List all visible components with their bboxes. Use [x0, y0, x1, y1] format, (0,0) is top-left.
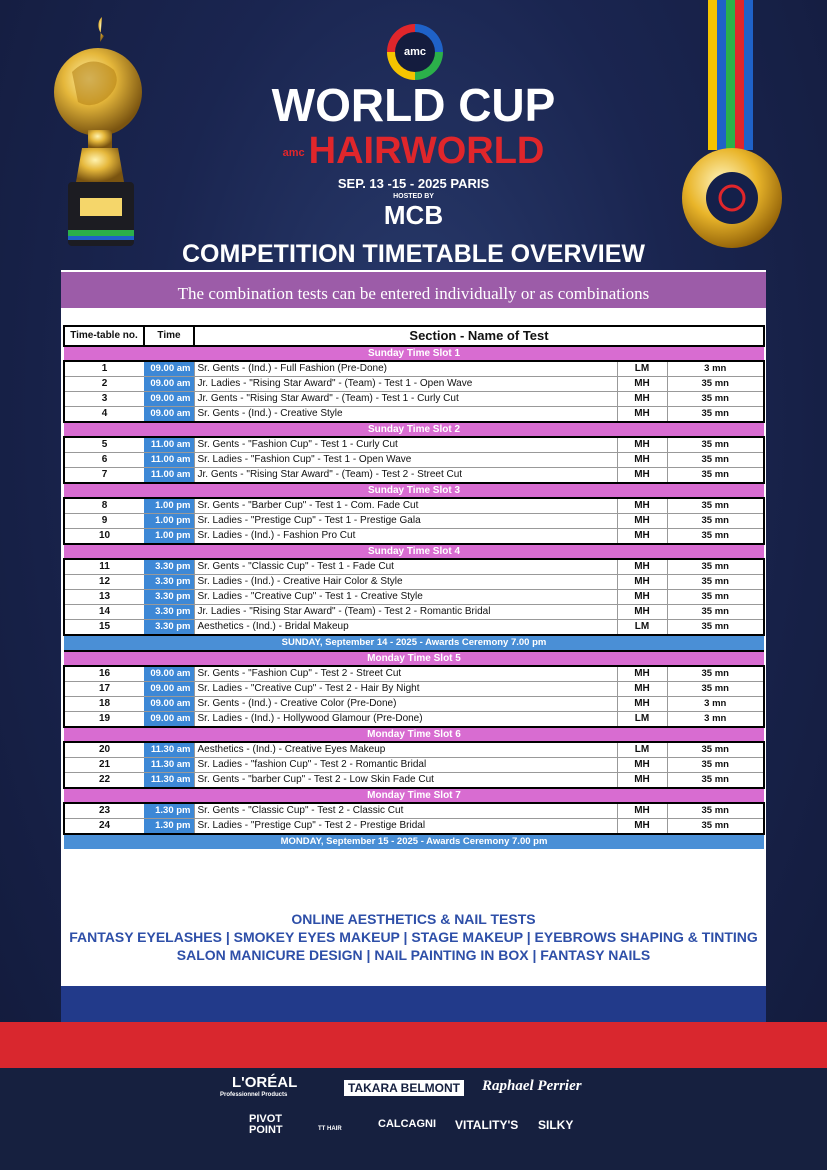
- sponsor-raphael-logo: Raphael Perrier: [482, 1078, 582, 1094]
- cell-level: MH: [617, 758, 667, 773]
- cell-duration: 35 mn: [667, 773, 764, 789]
- cell-number: 22: [64, 773, 144, 789]
- cell-time: 09.00 am: [144, 361, 194, 377]
- cell-time: 1.30 pm: [144, 819, 194, 835]
- cell-test-name: Sr. Gents - "Fashion Cup" - Test 1 - Curly Cut: [194, 437, 617, 453]
- cell-level: MH: [617, 697, 667, 712]
- sponsor-tt-logo: TT HAIR: [318, 1126, 342, 1132]
- table-row: [64, 819, 764, 835]
- table-row: [64, 666, 764, 682]
- hairworld-text: HAIRWORLD: [308, 130, 545, 172]
- time-slot-label: Monday Time Slot 5: [64, 651, 764, 666]
- table-row: [64, 620, 764, 636]
- cell-number: 14: [64, 605, 144, 620]
- cell-level: LM: [617, 712, 667, 728]
- table-row: [64, 392, 764, 407]
- cell-time: 09.00 am: [144, 682, 194, 697]
- cell-time: 09.00 am: [144, 697, 194, 712]
- table-row: [64, 453, 764, 468]
- cell-time: 1.00 pm: [144, 498, 194, 514]
- cell-level: MH: [617, 773, 667, 789]
- cell-duration: 35 mn: [667, 377, 764, 392]
- cell-time: 09.00 am: [144, 377, 194, 392]
- sponsor-silky-logo: SILKY: [538, 1118, 574, 1132]
- cell-test-name: Jr. Gents - "Rising Star Award" - (Team) - Test 1 - Curly Cut: [194, 392, 617, 407]
- sponsor-takara-logo: TAKARA BELMONT: [344, 1080, 464, 1096]
- cell-number: 10: [64, 529, 144, 545]
- cell-level: MH: [617, 498, 667, 514]
- cell-time: 11.30 am: [144, 742, 194, 758]
- table-row: [64, 605, 764, 620]
- cell-test-name: Sr. Gents - "barber Cup" - Test 2 - Low Skin Fade Cut: [194, 773, 617, 789]
- cell-level: MH: [617, 392, 667, 407]
- cell-test-name: Sr. Gents - (Ind.) - Creative Color (Pre-Done): [194, 697, 617, 712]
- table-row: [64, 575, 764, 590]
- event-title-world-cup: WORLD CUP: [271, 79, 556, 131]
- cell-level: MH: [617, 590, 667, 605]
- cell-time: 1.00 pm: [144, 529, 194, 545]
- time-slot-header: [64, 788, 764, 803]
- cell-duration: 35 mn: [667, 666, 764, 682]
- cell-duration: 3 mn: [667, 712, 764, 728]
- cell-test-name: Sr. Ladies - "Prestige Cup" - Test 2 - Prestige Bridal: [194, 819, 617, 835]
- cell-level: MH: [617, 407, 667, 423]
- amc-prefix: amc: [282, 146, 305, 159]
- header-timetable-no: Time-table no.: [64, 326, 144, 346]
- host-logo-mcb: MCB: [383, 200, 444, 230]
- cell-time: 11.30 am: [144, 758, 194, 773]
- page-title: COMPETITION TIMETABLE OVERVIEW: [182, 240, 645, 268]
- cell-number: 19: [64, 712, 144, 728]
- sponsor-calcagni-logo: CALCAGNI: [378, 1118, 437, 1130]
- sponsor-loreal-logo: L'ORÉAL: [232, 1074, 298, 1091]
- table-row: [64, 758, 764, 773]
- cell-time: 3.30 pm: [144, 575, 194, 590]
- cell-duration: 35 mn: [667, 803, 764, 819]
- time-slot-header: [64, 483, 764, 498]
- cell-level: MH: [617, 575, 667, 590]
- cell-duration: 35 mn: [667, 453, 764, 468]
- cell-time: 3.30 pm: [144, 559, 194, 575]
- cell-time: 3.30 pm: [144, 590, 194, 605]
- cell-number: 8: [64, 498, 144, 514]
- cell-duration: 3 mn: [667, 697, 764, 712]
- cell-number: 20: [64, 742, 144, 758]
- cell-level: MH: [617, 559, 667, 575]
- table-row: [64, 377, 764, 392]
- cell-number: 13: [64, 590, 144, 605]
- cell-level: MH: [617, 605, 667, 620]
- cell-test-name: Sr. Ladies - "Creative Cup" - Test 1 - Creative Style: [194, 590, 617, 605]
- cell-test-name: Jr. Ladies - "Rising Star Award" - (Team) - Test 2 - Romantic Bridal: [194, 605, 617, 620]
- table-row: [64, 682, 764, 697]
- cell-test-name: Sr. Ladies - (Ind.) - Hollywood Glamour (Pre-Done): [194, 712, 617, 728]
- cell-duration: 35 mn: [667, 742, 764, 758]
- cell-duration: 35 mn: [667, 392, 764, 407]
- cell-duration: 35 mn: [667, 819, 764, 835]
- amc-badge-logo: [387, 24, 443, 80]
- cell-time: 11.00 am: [144, 453, 194, 468]
- cell-level: MH: [617, 377, 667, 392]
- sponsor-pivot-point-logo: PIVOT POINT: [249, 1113, 283, 1136]
- online-tests-list-1: FANTASY EYELASHES | SMOKEY EYES MAKEUP | STAGE MAKEUP | EYEBROWS SHAPING & TINTING: [69, 929, 758, 945]
- table-row: [64, 361, 764, 377]
- cell-duration: 3 mn: [667, 361, 764, 377]
- cell-time: 1.00 pm: [144, 514, 194, 529]
- time-slot-header: [64, 544, 764, 559]
- online-tests-heading: ONLINE AESTHETICS & NAIL TESTS: [291, 911, 536, 927]
- cell-duration: 35 mn: [667, 468, 764, 484]
- cell-time: 09.00 am: [144, 392, 194, 407]
- combination-note: The combination tests can be entered individually or as combinations: [61, 272, 766, 308]
- cell-level: MH: [617, 437, 667, 453]
- cell-level: LM: [617, 620, 667, 636]
- table-row: [64, 590, 764, 605]
- cell-duration: 35 mn: [667, 498, 764, 514]
- cell-duration: 35 mn: [667, 682, 764, 697]
- cell-level: MH: [617, 682, 667, 697]
- table-row: [64, 468, 764, 484]
- cell-test-name: Sr. Gents - "Classic Cup" - Test 2 - Classic Cut: [194, 803, 617, 819]
- table-row: [64, 697, 764, 712]
- cell-number: 4: [64, 407, 144, 423]
- cell-test-name: Sr. Ladies - (Ind.) - Fashion Pro Cut: [194, 529, 617, 545]
- cell-test-name: Sr. Ladies - (Ind.) - Creative Hair Color & Style: [194, 575, 617, 590]
- event-title-hairworld: [0, 130, 827, 173]
- cell-number: 24: [64, 819, 144, 835]
- cell-test-name: Aesthetics - (Ind.) - Creative Eyes Makeup: [194, 742, 617, 758]
- table-header-row: [64, 326, 764, 346]
- table-row: [64, 803, 764, 819]
- awards-ceremony-row: [64, 635, 764, 651]
- cell-number: 2: [64, 377, 144, 392]
- cell-test-name: Sr. Ladies - "Creative Cup" - Test 2 - Hair By Night: [194, 682, 617, 697]
- cell-number: 6: [64, 453, 144, 468]
- cell-number: 16: [64, 666, 144, 682]
- cell-test-name: Sr. Gents - (Ind.) - Creative Style: [194, 407, 617, 423]
- time-slot-label: Sunday Time Slot 1: [64, 346, 764, 361]
- table-row: [64, 498, 764, 514]
- cell-time: 11.00 am: [144, 437, 194, 453]
- badge-text: amc: [395, 32, 435, 72]
- cell-duration: 35 mn: [667, 605, 764, 620]
- cell-number: 1: [64, 361, 144, 377]
- cell-test-name: Sr. Ladies - "Prestige Cup" - Test 1 - Prestige Gala: [194, 514, 617, 529]
- sponsors-area: [0, 1068, 827, 1170]
- hosted-by-label: HOSTED BY: [393, 193, 434, 200]
- table-row: [64, 529, 764, 545]
- cell-test-name: Sr. Gents - (Ind.) - Full Fashion (Pre-Done): [194, 361, 617, 377]
- cell-time: 09.00 am: [144, 407, 194, 423]
- cell-test-name: Sr. Ladies - "fashion Cup" - Test 2 - Romantic Bridal: [194, 758, 617, 773]
- cell-number: 3: [64, 392, 144, 407]
- time-slot-label: Monday Time Slot 6: [64, 727, 764, 742]
- cell-duration: 35 mn: [667, 575, 764, 590]
- ceremony-label: MONDAY, September 15 - 2025 - Awards Ceremony 7.00 pm: [64, 834, 764, 849]
- cell-duration: 35 mn: [667, 559, 764, 575]
- online-tests-list-2: SALON MANICURE DESIGN | NAIL PAINTING IN BOX | FANTASY NAILS: [176, 947, 651, 963]
- cell-level: MH: [617, 819, 667, 835]
- cell-test-name: Sr. Ladies - "Fashion Cup" - Test 1 - Open Wave: [194, 453, 617, 468]
- cell-time: 3.30 pm: [144, 605, 194, 620]
- table-row: [64, 559, 764, 575]
- sponsor-loreal-sub: Professionnel Products: [220, 1092, 288, 1098]
- awards-ceremony-row: [64, 834, 764, 849]
- cell-level: LM: [617, 361, 667, 377]
- cell-number: 7: [64, 468, 144, 484]
- table-row: [64, 407, 764, 423]
- cell-time: 11.30 am: [144, 773, 194, 789]
- cell-duration: 35 mn: [667, 437, 764, 453]
- cell-number: 17: [64, 682, 144, 697]
- panel-bottom-band: [61, 986, 766, 1022]
- cell-time: 09.00 am: [144, 712, 194, 728]
- time-slot-header: [64, 346, 764, 361]
- cell-test-name: Jr. Gents - "Rising Star Award" - (Team) - Test 2 - Street Cut: [194, 468, 617, 484]
- cell-duration: 35 mn: [667, 620, 764, 636]
- table-row: [64, 514, 764, 529]
- time-slot-header: [64, 727, 764, 742]
- cell-number: 21: [64, 758, 144, 773]
- cell-number: 23: [64, 803, 144, 819]
- cell-number: 5: [64, 437, 144, 453]
- cell-time: 09.00 am: [144, 666, 194, 682]
- sponsor-vitality-logo: VITALITY'S: [455, 1118, 519, 1132]
- cell-test-name: Sr. Gents - "Barber Cup" - Test 1 - Com. Fade Cut: [194, 498, 617, 514]
- cell-test-name: Sr. Gents - "Fashion Cup" - Test 2 - Street Cut: [194, 666, 617, 682]
- cell-test-name: Jr. Ladies - "Rising Star Award" - (Team) - Test 1 - Open Wave: [194, 377, 617, 392]
- time-slot-label: Sunday Time Slot 2: [64, 422, 764, 437]
- cell-level: MH: [617, 453, 667, 468]
- cell-duration: 35 mn: [667, 514, 764, 529]
- cell-number: 9: [64, 514, 144, 529]
- cell-number: 18: [64, 697, 144, 712]
- table-row: [64, 437, 764, 453]
- table-row: [64, 742, 764, 758]
- cell-time: 11.00 am: [144, 468, 194, 484]
- cell-duration: 35 mn: [667, 758, 764, 773]
- table-row: [64, 712, 764, 728]
- time-slot-label: Monday Time Slot 7: [64, 788, 764, 803]
- cell-time: 1.30 pm: [144, 803, 194, 819]
- cell-duration: 35 mn: [667, 407, 764, 423]
- cell-time: 3.30 pm: [144, 620, 194, 636]
- time-slot-header: [64, 651, 764, 666]
- ceremony-label: SUNDAY, September 14 - 2025 - Awards Ceremony 7.00 pm: [64, 635, 764, 651]
- cell-level: MH: [617, 529, 667, 545]
- cell-level: MH: [617, 803, 667, 819]
- table-row: [64, 773, 764, 789]
- cell-level: MH: [617, 514, 667, 529]
- cell-level: LM: [617, 742, 667, 758]
- cell-duration: 35 mn: [667, 529, 764, 545]
- time-slot-header: [64, 422, 764, 437]
- cell-number: 15: [64, 620, 144, 636]
- cell-level: MH: [617, 468, 667, 484]
- timetable-body: [64, 346, 764, 849]
- event-dates: SEP. 13 -15 - 2025 PARIS: [337, 176, 490, 191]
- header-section: Section - Name of Test: [194, 326, 764, 346]
- header-time: Time: [144, 326, 194, 346]
- footer-red-band: [0, 1022, 827, 1068]
- cell-duration: 35 mn: [667, 590, 764, 605]
- cell-test-name: Aesthetics - (Ind.) - Bridal Makeup: [194, 620, 617, 636]
- cell-number: 11: [64, 559, 144, 575]
- cell-test-name: Sr. Gents - "Classic Cup" - Test 1 - Fade Cut: [194, 559, 617, 575]
- time-slot-label: Sunday Time Slot 3: [64, 483, 764, 498]
- cell-level: MH: [617, 666, 667, 682]
- cell-number: 12: [64, 575, 144, 590]
- time-slot-label: Sunday Time Slot 4: [64, 544, 764, 559]
- timetable-table: [63, 325, 765, 849]
